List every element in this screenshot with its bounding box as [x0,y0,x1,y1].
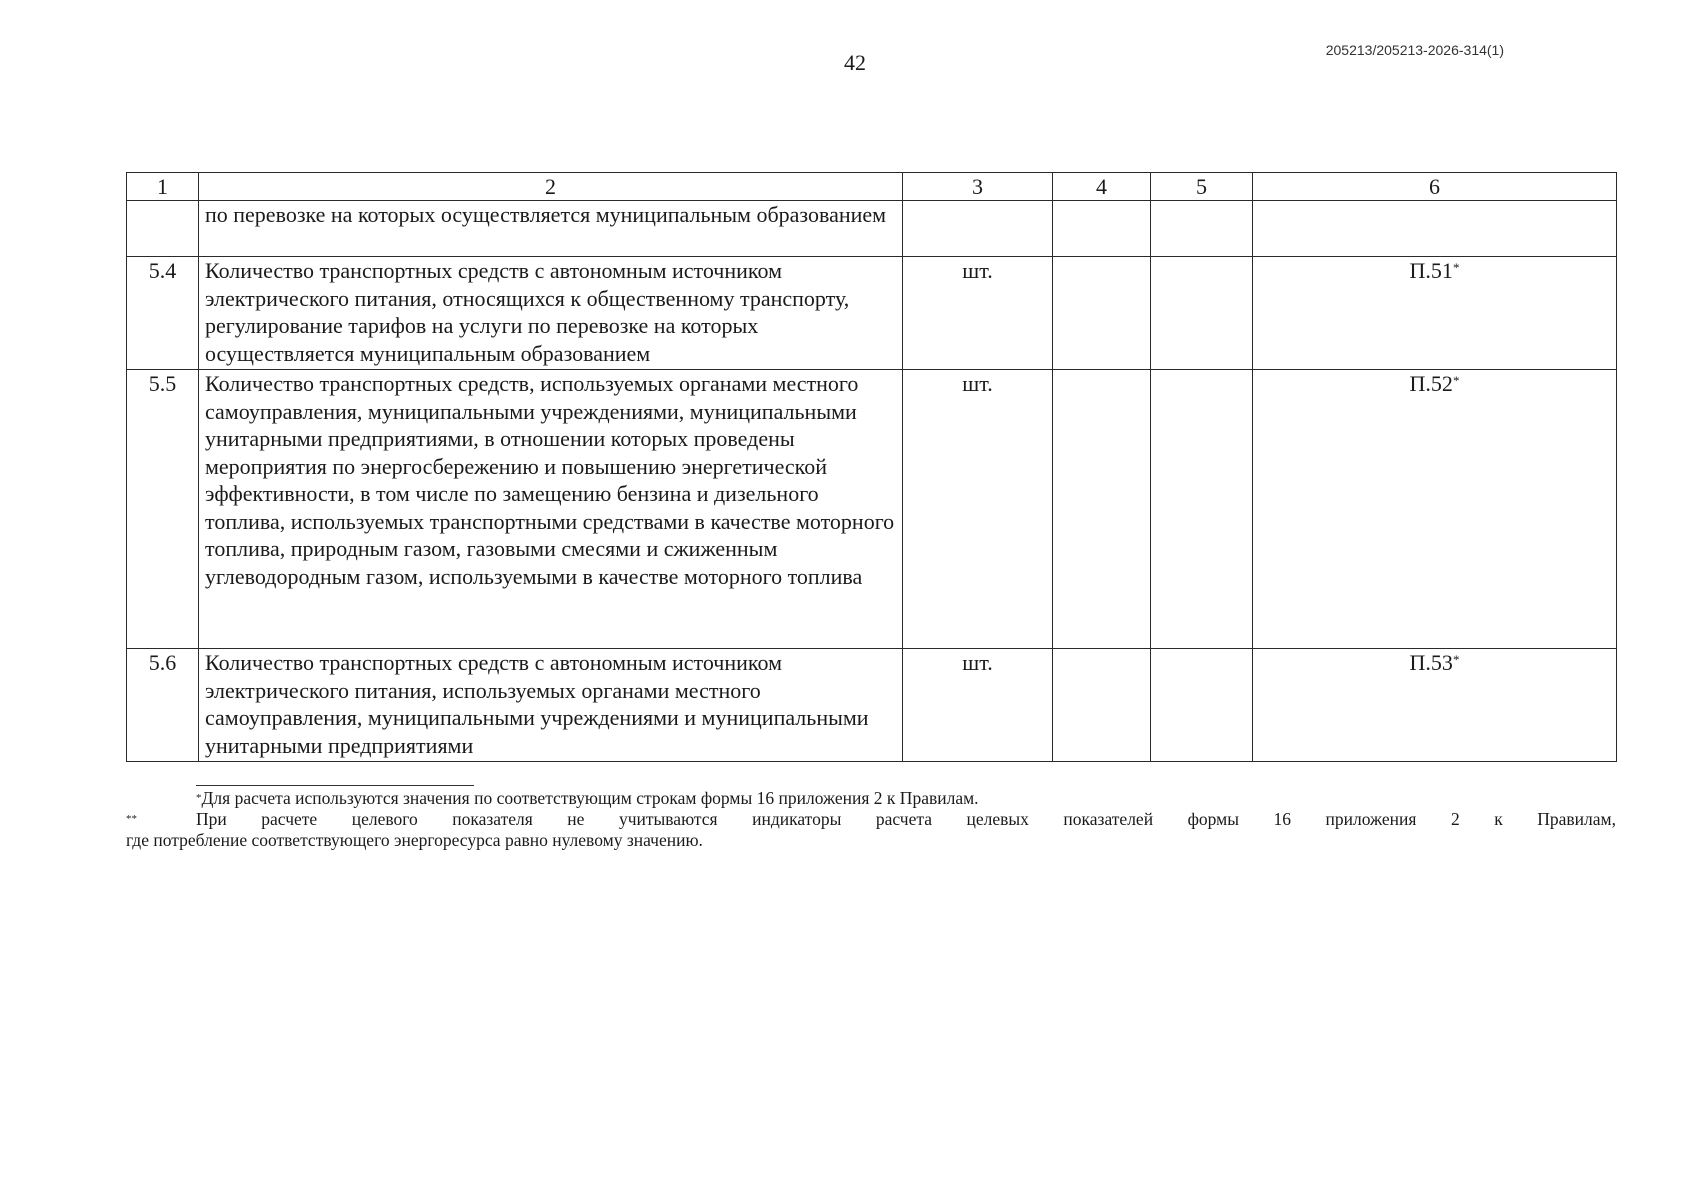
row-col5 [1151,649,1253,762]
row-unit: шт. [903,649,1053,762]
row-number: 5.4 [127,257,199,370]
footnote-2-mark: ** [126,813,137,825]
row-reference: П.53* [1253,649,1617,762]
footnote-2-continuation: где потребление соответствующего энергоресурса равно нулевому значению. [126,830,703,850]
table-row [127,201,1617,257]
row-reference: П.52* [1253,370,1617,649]
column-header: 6 [1253,173,1617,201]
row-col4 [1053,201,1151,257]
footnote-1-text: Для расчета используются значения по соответствующим строкам формы 16 приложения 2 к Правилам. [201,788,979,808]
column-header: 1 [127,173,199,201]
document-id: 205213/205213-2026-314(1) [1325,42,1504,58]
row-description: Количество транспортных средств с автономным источником электрического питания, используемых органами местного самоуправления, муниципальными учреждениями и муниципальными унитарными предприятиями [199,649,903,762]
row-unit: шт. [903,370,1053,649]
column-header: 3 [903,173,1053,201]
row-number [127,201,199,257]
row-unit [903,201,1053,257]
table-row [127,257,1617,370]
row-col4 [1053,649,1151,762]
row-col5 [1151,370,1253,649]
table-header-row [127,173,1617,201]
row-col4 [1053,370,1151,649]
row-reference [1253,201,1617,257]
column-header: 4 [1053,173,1151,201]
footnote-2-text: При расчете целевого показателя не учитываются индикаторы расчета целевых показателей формы 16 приложения 2 к Правилам, [196,809,1616,829]
row-description: по перевозке на которых осуществляется муниципальным образованием [199,201,903,257]
row-col5 [1151,201,1253,257]
footnote-separator [196,785,474,786]
row-number: 5.5 [127,370,199,649]
footnote-1 [126,788,1616,809]
row-unit: шт. [903,257,1053,370]
row-reference: П.51* [1253,257,1617,370]
row-col4 [1053,257,1151,370]
indicators-table [126,172,1617,762]
footnote-1-mark: * [196,792,202,804]
row-number: 5.6 [127,649,199,762]
column-header: 2 [199,173,903,201]
table-row [127,370,1617,649]
row-col5 [1151,257,1253,370]
column-header: 5 [1151,173,1253,201]
row-description: Количество транспортных средств с автономным источником электрического питания, относящихся к общественному транспорту, регулирование тарифов на услуги по перевозке на которых осуществляется муниципальным образованием [199,257,903,370]
page-number: 42 [844,50,866,75]
row-description: Количество транспортных средств, используемых органами местного самоуправления, муниципальными учреждениями, муниципальными унитарными предприятиями, в отношении которых проведены мероприятия по энергосбережению и повышению энергетической эффективности, в том числе по замещению бензина и дизельного топлива, используемых транспортными средствами в качестве моторного топлива, природным газом, газовыми смесями и сжиженным углеводородным газом, используемыми в качестве моторного топлива [199,370,903,649]
footnote-2 [126,809,1616,830]
table-row [127,649,1617,762]
footnotes [126,788,1616,851]
